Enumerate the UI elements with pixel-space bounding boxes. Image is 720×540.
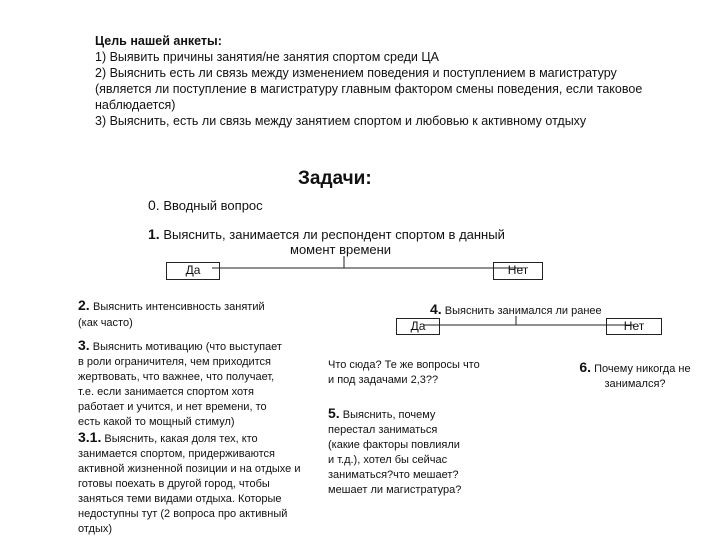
question-5-number: 5. — [328, 405, 340, 421]
question-6-line1: Почему никогда не — [594, 363, 691, 375]
question-1-line2: момент времени — [290, 242, 392, 257]
question-3 — [78, 338, 318, 430]
question-1-number: 1. — [148, 226, 160, 242]
question-0 — [148, 197, 263, 213]
goal-item-1: 1) Выявить причины занятия/не занятия спортом среди ЦА — [95, 50, 439, 64]
question-2 — [78, 298, 265, 315]
branch1-yes-box: Да — [166, 262, 220, 280]
question-2-line2: (как часто) — [78, 317, 133, 329]
question-0-text: Вводный вопрос — [163, 198, 263, 213]
note-text: Что сюда? Те же вопросы что и под задачами 2,3?? — [328, 359, 480, 386]
question-2-number: 2. — [78, 297, 90, 313]
tasks-title: Задачи: — [298, 168, 372, 189]
question-6-line2: занимался? — [604, 378, 666, 390]
question-6 — [570, 360, 700, 392]
question-4-number: 4. — [430, 301, 442, 317]
branch4-yes-box: Да — [396, 318, 440, 335]
question-3-1-line1: Выяснить, какая доля тех, кто — [104, 433, 258, 445]
branch1-no-box: Нет — [493, 262, 543, 280]
question-4-text: Выяснить занимался ли ранее — [444, 305, 602, 317]
goals-heading: Цель нашей анкеты: — [95, 34, 222, 48]
branch4-no-box: Нет — [606, 318, 662, 335]
question-6-number: 6. — [579, 359, 592, 375]
question-3-number: 3. — [78, 337, 90, 353]
question-4 — [430, 302, 602, 319]
question-2-line1: Выяснить интенсивность занятий — [93, 301, 265, 313]
question-1-line1: Выяснить, занимается ли респондент спортом в данный — [163, 227, 505, 242]
question-5-rest: перестал заниматься (какие факторы повлияли и т.д.), хотел бы сейчас заниматься?что мешает?мешает ли магистратура? — [328, 424, 462, 496]
goals-block — [95, 33, 655, 129]
question-1 — [148, 226, 505, 242]
question-0-number: 0. — [148, 197, 160, 213]
question-3-line1: Выяснить мотивацию (что выступает — [92, 341, 282, 353]
goal-item-3: 3) Выяснить, есть ли связь между занятием спортом и любовью к активному отдыху — [95, 114, 587, 128]
question-3-1-rest: занимается спортом, придерживаются активной жизненной позиции и на отдыхе и готовы поехать в другой город, чтобы заняться теми видами отдыха. Которые недоступны тут (2 вопроса про активный отдых) — [78, 448, 301, 535]
question-3-1 — [78, 430, 323, 537]
question-3-1-number: 3.1. — [78, 429, 102, 445]
question-5 — [328, 406, 468, 498]
goal-item-2: 2) Выяснить есть ли связь между изменением поведения и поступлением в магистратуру (является ли поступление в магистратуру главным фактором смены поведения, если таковое наблюдается) — [95, 66, 643, 112]
question-3-rest: в роли ограничителя, чем приходится жертвовать, что важнее, что получает, т.е. если занимается спортом хотя работает и учится, и нет времени, то есть какой то мощный стимул) — [78, 356, 275, 428]
question-5-line1: Выяснить, почему — [342, 409, 436, 421]
